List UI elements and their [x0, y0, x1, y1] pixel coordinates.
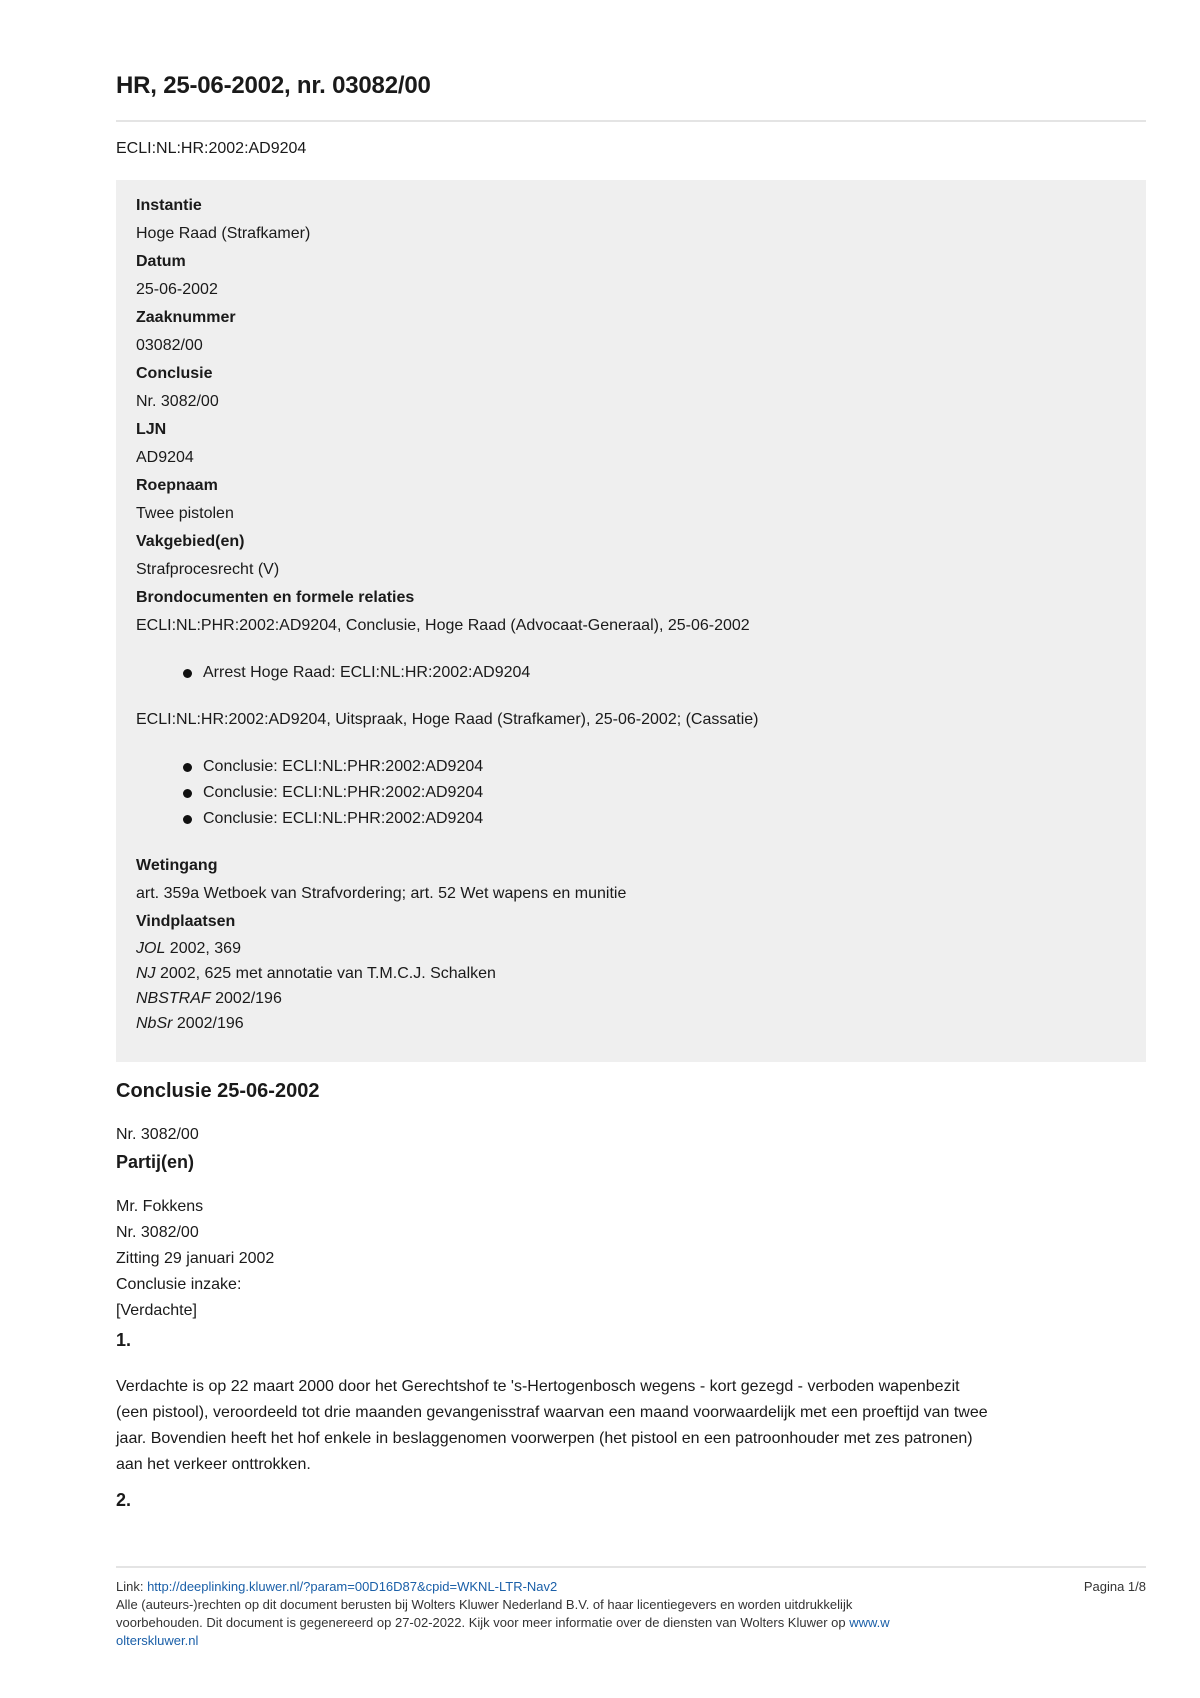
copyright-line: [116, 1632, 1036, 1650]
relation-item: Conclusie: ECLI:NL:PHR:2002:AD9204: [183, 780, 1126, 806]
roepnaam-label: Roepnaam: [136, 477, 218, 494]
conclusie-heading: Conclusie 25-06-2002: [116, 1080, 320, 1102]
vindplaats-item: [136, 986, 1126, 1011]
ecli-identifier: ECLI:NL:HR:2002:AD9204: [116, 140, 307, 157]
title-divider: [116, 120, 1146, 122]
vindplaats-item: [136, 936, 1126, 961]
partijen-block: [116, 1194, 1146, 1324]
vindplaats-source: JOL: [136, 940, 166, 957]
vindplaats-item: [136, 1011, 1126, 1036]
ljn-label: LJN: [136, 421, 167, 438]
vindplaats-item: [136, 961, 1126, 986]
brondocument-conclusie: ECLI:NL:PHR:2002:AD9204, Conclusie, Hoge Raad (Advocaat-Generaal), 25-06-2002: [136, 617, 750, 634]
paragraph-line: aan het verkeer onttrokken.: [116, 1456, 311, 1473]
relation-item: Conclusie: ECLI:NL:PHR:2002:AD9204: [183, 754, 1126, 780]
section-2-heading: 2.: [116, 1490, 132, 1510]
vindplaats-source: NJ: [136, 965, 156, 982]
partij-line: Mr. Fokkens: [116, 1198, 204, 1215]
zaaknummer-value: 03082/00: [136, 337, 203, 354]
vindplaats-ref: 2002, 369: [165, 940, 241, 957]
metadata-panel: [116, 180, 1146, 1062]
wetingang-value: art. 359a Wetboek van Strafvordering; art. 52 Wet wapens en munitie: [136, 885, 627, 902]
vindplaats-ref: 2002/196: [172, 1015, 244, 1032]
conclusie-value: Nr. 3082/00: [136, 393, 219, 410]
vindplaats-source: NBSTRAF: [136, 990, 211, 1007]
wetingang-label: Wetingang: [136, 857, 218, 874]
datum-value: 25-06-2002: [136, 281, 218, 298]
vindplaatsen-label: Vindplaatsen: [136, 913, 236, 930]
partijen-heading: Partij(en): [116, 1152, 195, 1172]
copyright-line: voorbehouden. Dit document is gegenereerd op 27-02-2022. Kijk voor meer informatie over de diensten van Wolters Kluwer op www.w: [116, 1615, 890, 1630]
wolterskluwer-link-continued[interactable]: olterskluwer.nl: [116, 1633, 199, 1648]
brondocumenten-label: Brondocumenten en formele relaties: [136, 589, 415, 606]
instantie-label: Instantie: [136, 197, 202, 214]
brondocument-uitspraak-relations: [136, 754, 1126, 832]
brondocument-conclusie-relations: [136, 660, 1126, 686]
footer-link-line: [116, 1578, 1146, 1596]
paragraph-line: (een pistool), veroordeeld tot drie maanden gevangenisstraf waarvan een maand voorwaardelijk met een proeftijd van twee: [116, 1404, 988, 1421]
vindplaats-source: NbSr: [136, 1015, 173, 1032]
copyright-line: Alle (auteurs-)rechten op dit document berusten bij Wolters Kluwer Nederland B.V. of haar licentiegevers en worden uitdrukkelijk: [116, 1597, 853, 1612]
paragraph-line: jaar. Bovendien heeft het hof enkele in beslaggenomen voorwerpen (het pistool en een patroonhouder met zes patronen): [116, 1430, 973, 1447]
vakgebied-value: Strafprocesrecht (V): [136, 561, 280, 578]
partij-line: [Verdachte]: [116, 1302, 197, 1319]
relation-item: Conclusie: ECLI:NL:PHR:2002:AD9204: [183, 806, 1126, 832]
section-1-heading: 1.: [116, 1330, 132, 1350]
instantie-value: Hoge Raad (Strafkamer): [136, 225, 311, 242]
section-1-paragraph: [116, 1374, 1146, 1478]
partij-line: Conclusie inzake:: [116, 1276, 242, 1293]
ljn-value: AD9204: [136, 449, 194, 466]
vindplaatsen-list: [136, 936, 1126, 1036]
page-title: HR, 25-06-2002, nr. 03082/00: [116, 72, 431, 99]
vindplaats-ref: 2002/196: [210, 990, 282, 1007]
footer-divider: [116, 1566, 1146, 1568]
footer-link-label: Link:: [116, 1579, 148, 1594]
vakgebied-label: Vakgebied(en): [136, 533, 245, 550]
page-number: Pagina 1/8: [1083, 1579, 1146, 1594]
wolterskluwer-link[interactable]: www.w: [849, 1615, 890, 1630]
datum-label: Datum: [136, 253, 186, 270]
brondocument-uitspraak: ECLI:NL:HR:2002:AD9204, Uitspraak, Hoge Raad (Strafkamer), 25-06-2002; (Cassatie): [136, 711, 759, 728]
paragraph-line: Verdachte is op 22 maart 2000 door het Gerechtshof te 's-Hertogenbosch wegens - kort gezegd - verboden wapenbezit: [116, 1378, 960, 1395]
partij-line: Zitting 29 januari 2002: [116, 1250, 275, 1267]
relation-item: Arrest Hoge Raad: ECLI:NL:HR:2002:AD9204: [183, 660, 1126, 686]
vindplaats-ref: 2002, 625 met annotatie van T.M.C.J. Schalken: [155, 965, 496, 982]
page-footer: [116, 1578, 1146, 1650]
roepnaam-value: Twee pistolen: [136, 505, 234, 522]
conclusie-nr: Nr. 3082/00: [116, 1126, 199, 1143]
zaaknummer-label: Zaaknummer: [136, 309, 236, 326]
copyright-notice: [116, 1596, 1036, 1650]
conclusie-label: Conclusie: [136, 365, 213, 382]
partij-line: Nr. 3082/00: [116, 1224, 199, 1241]
deeplink-url[interactable]: http://deeplinking.kluwer.nl/?param=00D16D87&cpid=WKNL-LTR-Nav2: [147, 1579, 558, 1594]
